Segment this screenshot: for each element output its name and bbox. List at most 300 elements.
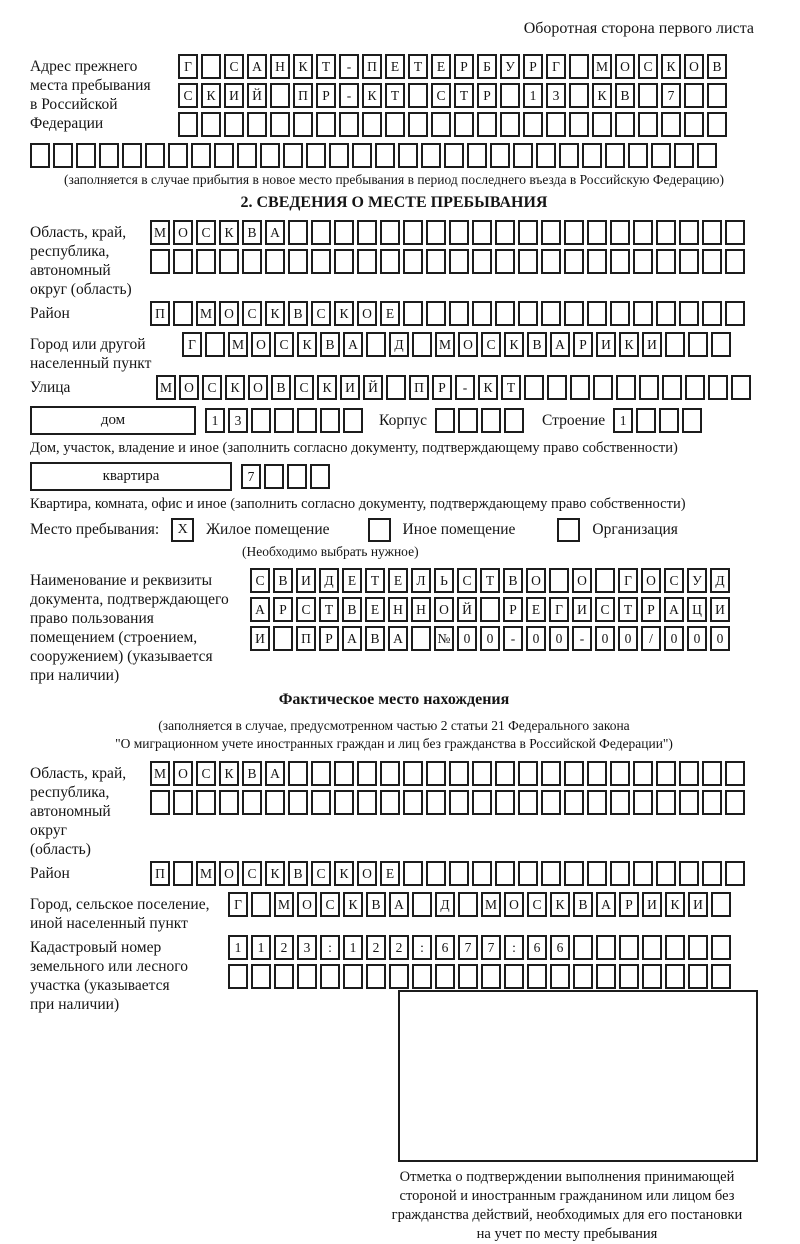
char-cell[interactable]: О — [572, 568, 592, 593]
char-cell[interactable]: М — [196, 861, 216, 886]
char-cell[interactable]: О — [248, 375, 268, 400]
char-cell[interactable] — [518, 249, 538, 274]
char-cell[interactable] — [541, 301, 561, 326]
char-cell[interactable] — [173, 249, 193, 274]
char-cell[interactable] — [145, 143, 165, 168]
char-cell[interactable]: Р — [503, 597, 523, 622]
char-cell[interactable] — [725, 861, 745, 886]
house-number-grid[interactable] — [205, 408, 363, 433]
char-cell[interactable] — [688, 964, 708, 989]
char-cell[interactable]: К — [219, 761, 239, 786]
char-cell[interactable]: 2 — [389, 935, 409, 960]
char-cell[interactable] — [711, 332, 731, 357]
char-cell[interactable] — [711, 935, 731, 960]
char-cell[interactable]: Т — [319, 597, 339, 622]
char-cell[interactable] — [472, 301, 492, 326]
char-cell[interactable]: 2 — [274, 935, 294, 960]
char-cell[interactable]: П — [296, 626, 316, 651]
char-cell[interactable] — [633, 861, 653, 886]
char-cell[interactable] — [711, 892, 731, 917]
char-cell[interactable]: Р — [641, 597, 661, 622]
cadastral-row-2[interactable] — [228, 964, 731, 989]
document-row-1[interactable] — [250, 568, 730, 593]
street-row[interactable] — [156, 375, 751, 400]
char-cell[interactable] — [403, 861, 423, 886]
char-cell[interactable]: К — [265, 301, 285, 326]
char-cell[interactable] — [593, 375, 613, 400]
char-cell[interactable]: Р — [573, 332, 593, 357]
char-cell[interactable] — [639, 375, 659, 400]
char-cell[interactable] — [196, 249, 216, 274]
char-cell[interactable] — [311, 249, 331, 274]
char-cell[interactable]: С — [196, 761, 216, 786]
char-cell[interactable]: К — [343, 892, 363, 917]
char-cell[interactable]: Й — [363, 375, 383, 400]
char-cell[interactable] — [288, 220, 308, 245]
char-cell[interactable]: Е — [431, 54, 451, 79]
char-cell[interactable] — [656, 301, 676, 326]
char-cell[interactable] — [403, 761, 423, 786]
char-cell[interactable]: Е — [365, 597, 385, 622]
char-cell[interactable]: В — [288, 861, 308, 886]
prev-address-row-1[interactable] — [178, 54, 727, 79]
char-cell[interactable] — [242, 249, 262, 274]
char-cell[interactable] — [297, 964, 317, 989]
char-cell[interactable]: А — [388, 626, 408, 651]
char-cell[interactable]: М — [156, 375, 176, 400]
char-cell[interactable] — [569, 54, 589, 79]
char-cell[interactable]: Р — [319, 626, 339, 651]
char-cell[interactable] — [518, 220, 538, 245]
char-cell[interactable] — [697, 143, 717, 168]
char-cell[interactable] — [702, 861, 722, 886]
char-cell[interactable] — [481, 964, 501, 989]
char-cell[interactable] — [288, 761, 308, 786]
char-cell[interactable] — [150, 790, 170, 815]
char-cell[interactable]: Г — [182, 332, 202, 357]
char-cell[interactable] — [311, 761, 331, 786]
char-cell[interactable] — [472, 861, 492, 886]
char-cell[interactable] — [214, 143, 234, 168]
char-cell[interactable]: К — [661, 54, 681, 79]
char-cell[interactable]: 0 — [595, 626, 615, 651]
char-cell[interactable]: С — [274, 332, 294, 357]
char-cell[interactable]: А — [247, 54, 267, 79]
char-cell[interactable]: О — [526, 568, 546, 593]
char-cell[interactable]: С — [638, 54, 658, 79]
char-cell[interactable] — [633, 790, 653, 815]
char-cell[interactable]: В — [573, 892, 593, 917]
char-cell[interactable] — [173, 861, 193, 886]
char-cell[interactable] — [173, 790, 193, 815]
char-cell[interactable]: О — [504, 892, 524, 917]
char-cell[interactable] — [615, 112, 635, 137]
char-cell[interactable]: С — [202, 375, 222, 400]
char-cell[interactable]: И — [688, 892, 708, 917]
char-cell[interactable] — [523, 112, 543, 137]
char-cell[interactable] — [573, 935, 593, 960]
char-cell[interactable] — [725, 249, 745, 274]
char-cell[interactable] — [467, 143, 487, 168]
char-cell[interactable]: О — [357, 861, 377, 886]
char-cell[interactable]: 7 — [481, 935, 501, 960]
char-cell[interactable] — [449, 249, 469, 274]
char-cell[interactable]: Г — [618, 568, 638, 593]
char-cell[interactable]: Г — [549, 597, 569, 622]
char-cell[interactable] — [592, 112, 612, 137]
char-cell[interactable] — [596, 935, 616, 960]
char-cell[interactable] — [633, 301, 653, 326]
char-cell[interactable]: О — [173, 220, 193, 245]
char-cell[interactable]: - — [339, 83, 359, 108]
char-cell[interactable]: О — [219, 861, 239, 886]
char-cell[interactable]: / — [641, 626, 661, 651]
char-cell[interactable]: И — [340, 375, 360, 400]
document-row-3[interactable] — [250, 626, 730, 651]
char-cell[interactable]: С — [311, 861, 331, 886]
char-cell[interactable]: С — [311, 301, 331, 326]
char-cell[interactable] — [549, 568, 569, 593]
char-cell[interactable]: В — [242, 220, 262, 245]
char-cell[interactable] — [320, 964, 340, 989]
char-cell[interactable] — [357, 220, 377, 245]
char-cell[interactable]: 1 — [613, 408, 633, 433]
char-cell[interactable]: А — [250, 597, 270, 622]
char-cell[interactable]: Г — [546, 54, 566, 79]
char-cell[interactable]: О — [434, 597, 454, 622]
char-cell[interactable]: Р — [454, 54, 474, 79]
char-cell[interactable]: В — [615, 83, 635, 108]
char-cell[interactable] — [587, 301, 607, 326]
char-cell[interactable] — [380, 220, 400, 245]
char-cell[interactable] — [541, 220, 561, 245]
char-cell[interactable]: О — [251, 332, 271, 357]
char-cell[interactable]: К — [504, 332, 524, 357]
char-cell[interactable]: О — [641, 568, 661, 593]
char-cell[interactable] — [610, 249, 630, 274]
char-cell[interactable] — [426, 861, 446, 886]
char-cell[interactable] — [274, 964, 294, 989]
char-cell[interactable] — [339, 112, 359, 137]
char-cell[interactable] — [596, 964, 616, 989]
char-cell[interactable]: Е — [380, 301, 400, 326]
char-cell[interactable] — [472, 220, 492, 245]
char-cell[interactable] — [679, 761, 699, 786]
checkbox-other-premises[interactable] — [368, 518, 391, 542]
char-cell[interactable] — [421, 143, 441, 168]
char-cell[interactable] — [518, 761, 538, 786]
char-cell[interactable] — [168, 143, 188, 168]
char-cell[interactable]: Й — [457, 597, 477, 622]
char-cell[interactable] — [412, 332, 432, 357]
char-cell[interactable] — [449, 790, 469, 815]
char-cell[interactable]: М — [150, 220, 170, 245]
fact-district-row[interactable] — [150, 861, 745, 886]
char-cell[interactable] — [550, 964, 570, 989]
char-cell[interactable] — [564, 790, 584, 815]
char-cell[interactable]: 1 — [205, 408, 225, 433]
char-cell[interactable]: С — [250, 568, 270, 593]
char-cell[interactable] — [380, 249, 400, 274]
char-cell[interactable] — [642, 964, 662, 989]
char-cell[interactable] — [408, 112, 428, 137]
char-cell[interactable] — [665, 935, 685, 960]
char-cell[interactable]: Т — [385, 83, 405, 108]
char-cell[interactable] — [725, 220, 745, 245]
char-cell[interactable]: А — [342, 626, 362, 651]
char-cell[interactable]: О — [684, 54, 704, 79]
fact-city-row[interactable] — [228, 892, 731, 917]
char-cell[interactable] — [633, 761, 653, 786]
char-cell[interactable] — [616, 375, 636, 400]
char-cell[interactable]: 0 — [710, 626, 730, 651]
char-cell[interactable] — [546, 112, 566, 137]
char-cell[interactable] — [731, 375, 751, 400]
char-cell[interactable]: Н — [411, 597, 431, 622]
char-cell[interactable]: Т — [365, 568, 385, 593]
char-cell[interactable] — [628, 143, 648, 168]
char-cell[interactable] — [386, 375, 406, 400]
char-cell[interactable] — [30, 143, 50, 168]
char-cell[interactable]: № — [434, 626, 454, 651]
char-cell[interactable]: И — [250, 626, 270, 651]
char-cell[interactable] — [679, 220, 699, 245]
char-cell[interactable] — [219, 790, 239, 815]
char-cell[interactable] — [444, 143, 464, 168]
region-row-2[interactable] — [150, 249, 745, 274]
char-cell[interactable]: И — [710, 597, 730, 622]
char-cell[interactable]: М — [196, 301, 216, 326]
char-cell[interactable] — [559, 143, 579, 168]
char-cell[interactable]: Д — [389, 332, 409, 357]
char-cell[interactable] — [541, 249, 561, 274]
char-cell[interactable] — [288, 249, 308, 274]
char-cell[interactable] — [426, 249, 446, 274]
char-cell[interactable] — [518, 790, 538, 815]
char-cell[interactable] — [274, 408, 294, 433]
char-cell[interactable] — [518, 301, 538, 326]
char-cell[interactable]: М — [228, 332, 248, 357]
char-cell[interactable] — [638, 83, 658, 108]
char-cell[interactable] — [201, 54, 221, 79]
region-row-1[interactable] — [150, 220, 745, 245]
char-cell[interactable]: Е — [526, 597, 546, 622]
char-cell[interactable]: - — [455, 375, 475, 400]
char-cell[interactable]: В — [288, 301, 308, 326]
char-cell[interactable] — [270, 83, 290, 108]
char-cell[interactable]: Н — [270, 54, 290, 79]
char-cell[interactable]: 7 — [458, 935, 478, 960]
char-cell[interactable] — [264, 464, 284, 489]
char-cell[interactable]: 0 — [480, 626, 500, 651]
char-cell[interactable]: А — [596, 892, 616, 917]
char-cell[interactable]: 1 — [228, 935, 248, 960]
char-cell[interactable] — [403, 220, 423, 245]
char-cell[interactable]: К — [293, 54, 313, 79]
char-cell[interactable]: 7 — [661, 83, 681, 108]
char-cell[interactable]: К — [334, 301, 354, 326]
char-cell[interactable]: К — [219, 220, 239, 245]
char-cell[interactable]: К — [265, 861, 285, 886]
char-cell[interactable] — [495, 861, 515, 886]
char-cell[interactable]: С — [664, 568, 684, 593]
char-cell[interactable] — [334, 249, 354, 274]
char-cell[interactable] — [702, 301, 722, 326]
char-cell[interactable]: О — [615, 54, 635, 79]
char-cell[interactable] — [251, 964, 271, 989]
char-cell[interactable]: : — [412, 935, 432, 960]
char-cell[interactable] — [343, 408, 363, 433]
cadastral-row-1[interactable] — [228, 935, 731, 960]
char-cell[interactable] — [219, 249, 239, 274]
char-cell[interactable] — [674, 143, 694, 168]
char-cell[interactable]: И — [596, 332, 616, 357]
char-cell[interactable]: О — [297, 892, 317, 917]
char-cell[interactable]: С — [178, 83, 198, 108]
char-cell[interactable]: В — [366, 892, 386, 917]
char-cell[interactable]: С — [242, 861, 262, 886]
char-cell[interactable]: 0 — [618, 626, 638, 651]
char-cell[interactable]: М — [150, 761, 170, 786]
char-cell[interactable] — [273, 626, 293, 651]
char-cell[interactable]: О — [173, 761, 193, 786]
char-cell[interactable] — [642, 935, 662, 960]
char-cell[interactable] — [679, 301, 699, 326]
char-cell[interactable] — [99, 143, 119, 168]
char-cell[interactable] — [682, 408, 702, 433]
char-cell[interactable] — [287, 464, 307, 489]
char-cell[interactable] — [564, 301, 584, 326]
char-cell[interactable] — [53, 143, 73, 168]
char-cell[interactable] — [311, 220, 331, 245]
prev-address-row-4[interactable] — [30, 143, 758, 168]
char-cell[interactable] — [702, 220, 722, 245]
char-cell[interactable]: 1 — [343, 935, 363, 960]
char-cell[interactable] — [725, 761, 745, 786]
char-cell[interactable]: П — [150, 301, 170, 326]
char-cell[interactable] — [196, 790, 216, 815]
char-cell[interactable] — [569, 112, 589, 137]
char-cell[interactable] — [518, 861, 538, 886]
char-cell[interactable] — [587, 861, 607, 886]
char-cell[interactable] — [265, 249, 285, 274]
char-cell[interactable] — [311, 790, 331, 815]
char-cell[interactable] — [481, 408, 501, 433]
char-cell[interactable] — [679, 790, 699, 815]
char-cell[interactable]: Г — [228, 892, 248, 917]
char-cell[interactable] — [201, 112, 221, 137]
char-cell[interactable]: К — [334, 861, 354, 886]
char-cell[interactable]: А — [664, 597, 684, 622]
char-cell[interactable] — [329, 143, 349, 168]
char-cell[interactable] — [679, 861, 699, 886]
char-cell[interactable] — [610, 761, 630, 786]
char-cell[interactable] — [702, 761, 722, 786]
char-cell[interactable]: И — [296, 568, 316, 593]
char-cell[interactable]: К — [362, 83, 382, 108]
char-cell[interactable] — [334, 220, 354, 245]
char-cell[interactable] — [582, 143, 602, 168]
char-cell[interactable]: К — [665, 892, 685, 917]
char-cell[interactable] — [504, 408, 524, 433]
char-cell[interactable] — [573, 964, 593, 989]
char-cell[interactable]: Е — [342, 568, 362, 593]
char-cell[interactable] — [357, 790, 377, 815]
char-cell[interactable] — [122, 143, 142, 168]
char-cell[interactable]: С — [457, 568, 477, 593]
char-cell[interactable] — [472, 249, 492, 274]
char-cell[interactable]: Т — [618, 597, 638, 622]
char-cell[interactable]: 0 — [526, 626, 546, 651]
char-cell[interactable]: С — [296, 597, 316, 622]
char-cell[interactable] — [564, 220, 584, 245]
char-cell[interactable]: О — [357, 301, 377, 326]
char-cell[interactable]: Т — [316, 54, 336, 79]
char-cell[interactable]: Р — [432, 375, 452, 400]
char-cell[interactable] — [357, 761, 377, 786]
char-cell[interactable] — [408, 83, 428, 108]
char-cell[interactable] — [449, 220, 469, 245]
char-cell[interactable] — [426, 301, 446, 326]
char-cell[interactable] — [702, 249, 722, 274]
char-cell[interactable]: 1 — [251, 935, 271, 960]
char-cell[interactable] — [500, 112, 520, 137]
char-cell[interactable] — [380, 761, 400, 786]
char-cell[interactable] — [362, 112, 382, 137]
char-cell[interactable] — [242, 790, 262, 815]
char-cell[interactable] — [251, 892, 271, 917]
char-cell[interactable]: М — [274, 892, 294, 917]
char-cell[interactable]: С — [595, 597, 615, 622]
char-cell[interactable]: К — [317, 375, 337, 400]
char-cell[interactable] — [685, 375, 705, 400]
apartment-number-grid[interactable] — [241, 464, 330, 489]
char-cell[interactable]: К — [297, 332, 317, 357]
district-row[interactable] — [150, 301, 745, 326]
char-cell[interactable]: Т — [480, 568, 500, 593]
char-cell[interactable]: С — [294, 375, 314, 400]
char-cell[interactable] — [688, 935, 708, 960]
char-cell[interactable]: Й — [247, 83, 267, 108]
char-cell[interactable] — [426, 220, 446, 245]
char-cell[interactable] — [610, 861, 630, 886]
char-cell[interactable]: Е — [380, 861, 400, 886]
char-cell[interactable]: О — [179, 375, 199, 400]
char-cell[interactable]: Д — [435, 892, 455, 917]
char-cell[interactable] — [454, 112, 474, 137]
char-cell[interactable]: С — [320, 892, 340, 917]
char-cell[interactable]: Н — [388, 597, 408, 622]
char-cell[interactable]: Д — [319, 568, 339, 593]
char-cell[interactable]: О — [458, 332, 478, 357]
char-cell[interactable] — [247, 112, 267, 137]
char-cell[interactable]: Г — [178, 54, 198, 79]
char-cell[interactable]: - — [572, 626, 592, 651]
char-cell[interactable] — [150, 249, 170, 274]
char-cell[interactable] — [173, 301, 193, 326]
char-cell[interactable] — [178, 112, 198, 137]
char-cell[interactable]: 0 — [549, 626, 569, 651]
char-cell[interactable] — [270, 112, 290, 137]
char-cell[interactable]: П — [409, 375, 429, 400]
char-cell[interactable] — [569, 83, 589, 108]
char-cell[interactable] — [536, 143, 556, 168]
char-cell[interactable] — [587, 220, 607, 245]
char-cell[interactable]: - — [339, 54, 359, 79]
char-cell[interactable] — [570, 375, 590, 400]
checkbox-residential[interactable]: X — [171, 518, 194, 542]
char-cell[interactable] — [541, 790, 561, 815]
